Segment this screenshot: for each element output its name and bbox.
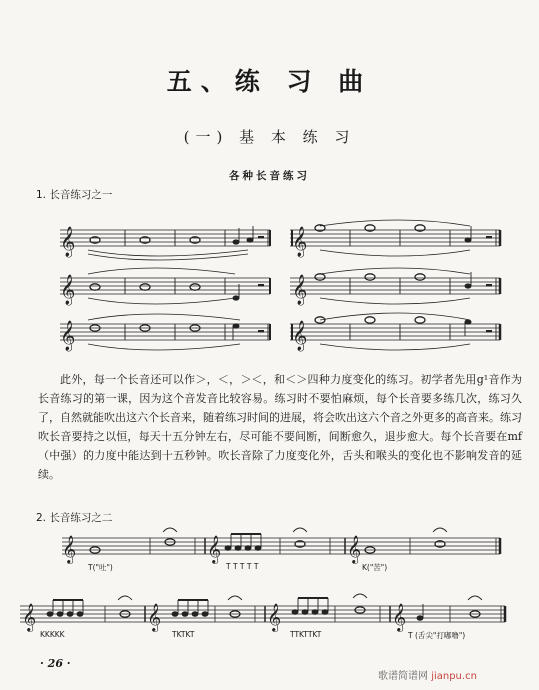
- svg-text:𝄞: 𝄞: [147, 603, 162, 631]
- svg-text:𝄞: 𝄞: [292, 227, 308, 257]
- sub-heading: 各种长音练习: [229, 170, 310, 182]
- lyric-ttttt: T T T T T: [226, 562, 259, 571]
- svg-text:𝄞: 𝄞: [60, 321, 76, 351]
- page-number: · 26 ·: [40, 657, 71, 670]
- svg-text:𝄞: 𝄞: [62, 535, 77, 563]
- body-paragraph: [38, 370, 522, 484]
- watermark-url: jianpu.cn: [431, 671, 477, 682]
- svg-text:𝄞: 𝄞: [207, 535, 222, 563]
- staff-row-3: [60, 324, 500, 340]
- lyric-tktkt: TKTKT: [172, 630, 195, 639]
- body-paragraph-text: 此外，每一个长音还可以作＞，＜，＞＜，和＜＞四种力度变化的练习。初学者先用g¹音作为长音练习的第一课，因为这个音发音比较容易。练习时不要怕麻烦，每个长音要多练几次，练习久了，自然就能吹出这六个长音来，随着练习时间的进展，将会吹出这六个音之外更多的高音来。练习吹长音要持之以恒，每天十五分钟左右，尽可能不要间断，间断愈久，退步愈大。每个长音要在mf（中强）的力度中能达到十五秒钟。吹长音除了力度变化外，舌头和喉头的变化也不影响发音的延续。: [38, 373, 522, 481]
- exercise-1-label: 1. 长音练习之一: [36, 189, 113, 201]
- watermark: [378, 667, 477, 682]
- svg-text:𝄞: 𝄞: [292, 275, 308, 305]
- staff-row-1: [60, 230, 500, 246]
- svg-text:𝄞: 𝄞: [267, 603, 282, 631]
- watermark-site: 歌谱简谱网: [378, 671, 428, 682]
- exercise-2-label: 2. 长音练习之二: [36, 512, 113, 524]
- staff-row-2: [60, 278, 500, 294]
- staff-row-4: [62, 538, 500, 554]
- lyric-t-tu: T("吐"): [88, 563, 113, 572]
- svg-text:𝄞: 𝄞: [292, 321, 308, 351]
- lyric-tongue-roll: T (舌尖"打嘟噜"): [408, 631, 466, 640]
- chapter-title: 五、练 习 曲: [166, 67, 373, 96]
- lyric-k-ku: K("苦"): [362, 563, 388, 572]
- svg-text:𝄞: 𝄞: [392, 603, 407, 631]
- svg-text:𝄞: 𝄞: [60, 275, 76, 305]
- lyric-kkkkk: KKKKK: [40, 630, 65, 639]
- svg-text:𝄞: 𝄞: [60, 227, 76, 257]
- svg-text:𝄞: 𝄞: [22, 603, 37, 631]
- lyric-ttkttkt: TTKTTKT: [290, 630, 322, 639]
- svg-text:𝄞: 𝄞: [347, 535, 362, 563]
- staff-row-5: [20, 606, 505, 622]
- section-title: (一) 基 本 练 习: [183, 128, 356, 146]
